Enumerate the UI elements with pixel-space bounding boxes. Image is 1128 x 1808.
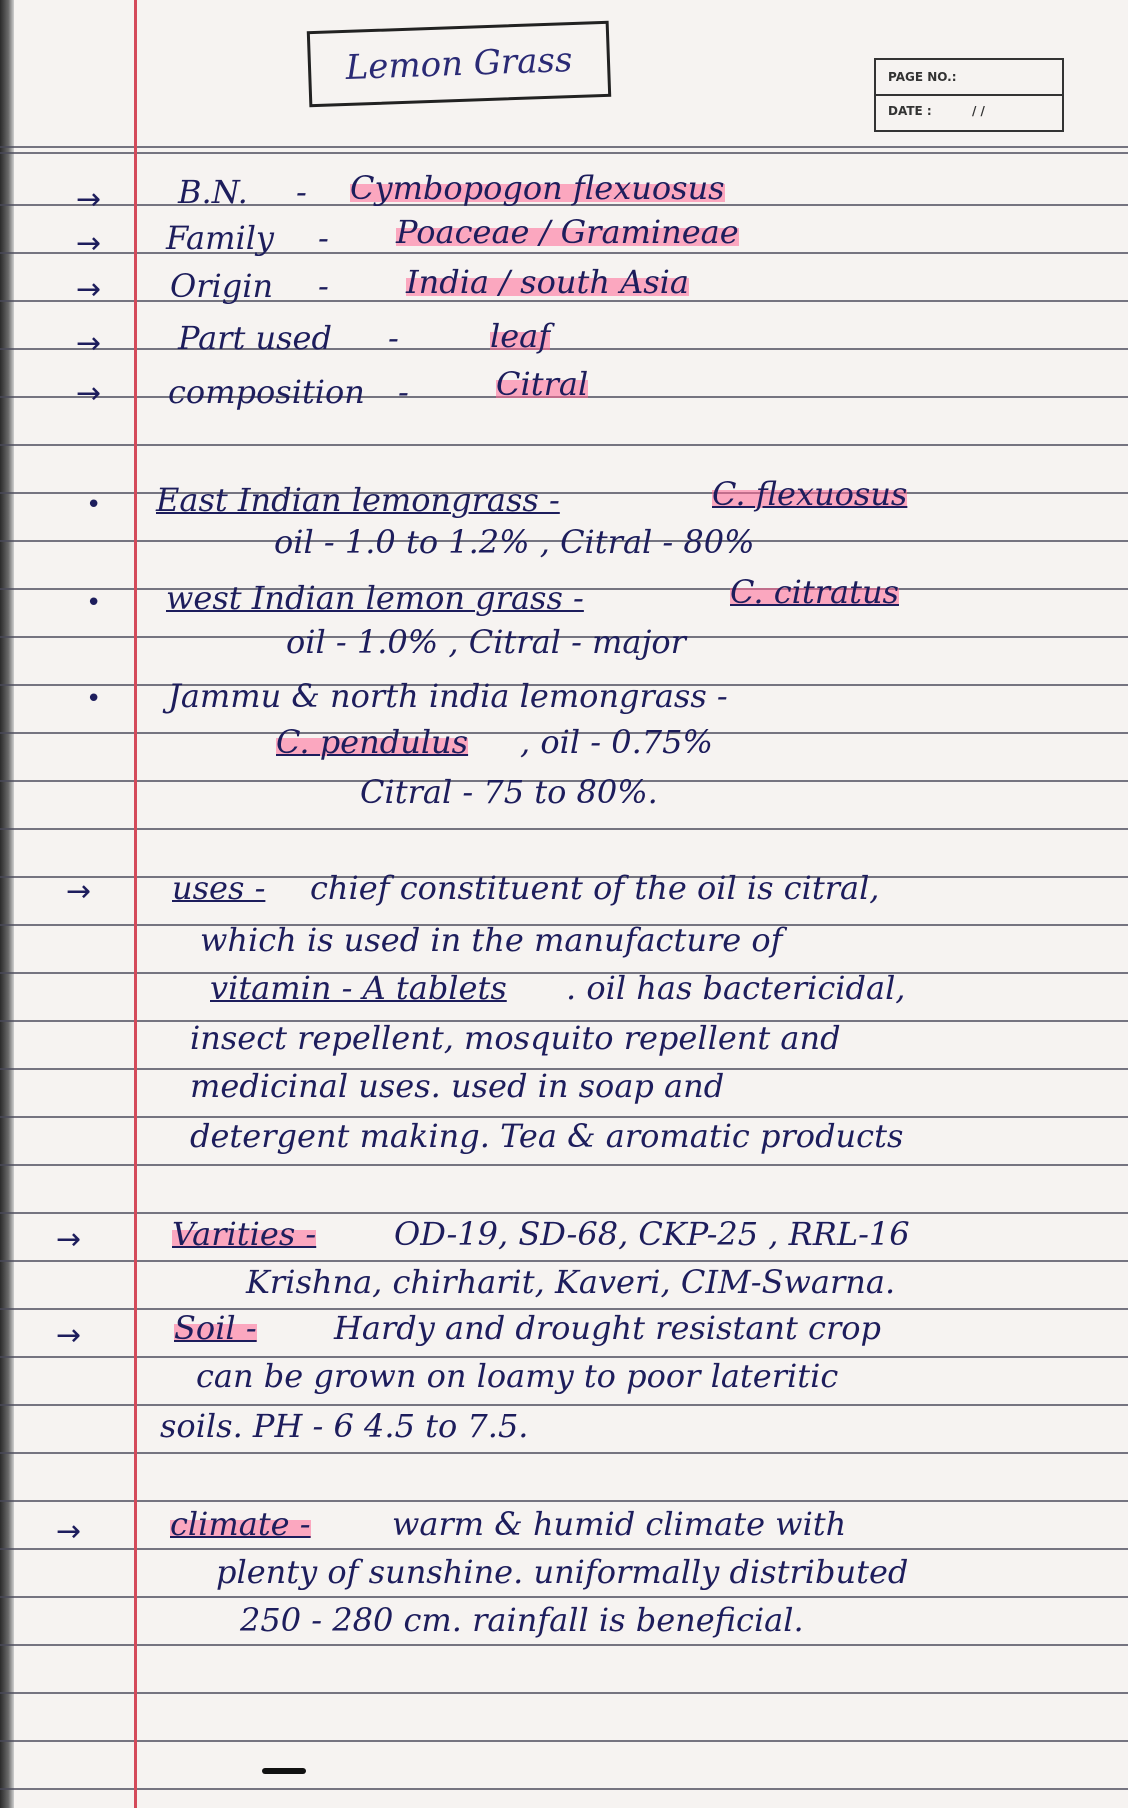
type-details: oil - 1.0 to 1.2% , Citral - 80% <box>274 523 755 561</box>
type-name: west Indian lemon grass - <box>166 579 584 617</box>
ruled-line <box>0 1596 1128 1598</box>
fact-dash: - <box>388 319 399 357</box>
ruled-line <box>0 152 1128 154</box>
fact-value: Poaceae / Gramineae <box>396 213 739 251</box>
uses-text: vitamin - A tablets <box>210 969 507 1007</box>
varieties-text: OD-19, SD-68, CKP-25 , RRL-16 <box>394 1215 910 1253</box>
fact-value: leaf <box>490 317 551 355</box>
ruled-line <box>0 972 1128 974</box>
soil-text: soils. PH - 6 4.5 to 7.5. <box>160 1407 529 1445</box>
arrow-icon: → <box>76 182 102 217</box>
ruled-line <box>0 1692 1128 1694</box>
spiral-binding <box>0 0 14 1808</box>
fact-value: India / south Asia <box>406 263 689 301</box>
uses-text: medicinal uses. used in soap and <box>190 1067 725 1105</box>
fact-dash: - <box>318 267 329 305</box>
divider <box>876 94 1062 96</box>
climate-text: plenty of sunshine. uniformally distributed <box>216 1553 909 1591</box>
page-title-text: Lemon Grass <box>345 40 573 88</box>
fact-label: composition <box>168 373 365 411</box>
date-value: / / <box>972 104 985 118</box>
page-info-box <box>874 58 1064 132</box>
pen-stroke <box>262 1768 306 1774</box>
ruled-line <box>0 1740 1128 1742</box>
uses-text: . oil has bactericidal, <box>566 969 906 1007</box>
ruled-line <box>0 1164 1128 1166</box>
fact-label: Part used <box>178 319 332 357</box>
arrow-icon: → <box>76 326 102 361</box>
page-no-label: PAGE NO.: <box>888 70 957 84</box>
ruled-line <box>0 146 1128 148</box>
fact-dash: - <box>398 373 409 411</box>
bullet-icon: • <box>86 588 102 618</box>
fact-label: B.N. <box>178 173 248 211</box>
arrow-icon: → <box>76 226 102 261</box>
uses-text: insect repellent, mosquito repellent and <box>190 1019 841 1057</box>
soil-text: can be grown on loamy to poor lateritic <box>196 1357 839 1395</box>
ruled-line <box>0 1788 1128 1790</box>
section-label: climate - <box>170 1505 311 1543</box>
ruled-line <box>0 1548 1128 1550</box>
type-species: C. flexuosus <box>712 475 908 513</box>
bullet-icon: • <box>86 684 102 714</box>
type-details: , oil - 0.75% <box>520 723 713 761</box>
arrow-icon: → <box>66 874 92 909</box>
ruled-line <box>0 348 1128 350</box>
uses-text: detergent making. Tea & aromatic products <box>190 1117 904 1155</box>
type-name: East Indian lemongrass - <box>156 481 560 519</box>
section-label: uses - <box>172 869 266 907</box>
fact-dash: - <box>296 173 307 211</box>
section-label: Varities - <box>172 1215 317 1253</box>
ruled-line <box>0 828 1128 830</box>
type-details: oil - 1.0% , Citral - major <box>286 623 686 661</box>
margin-line <box>134 0 137 1808</box>
type-species: C. pendulus <box>276 723 469 761</box>
date-label: DATE : <box>888 104 932 118</box>
arrow-icon: → <box>56 1222 82 1257</box>
arrow-icon: → <box>76 376 102 411</box>
fact-value: Citral <box>496 365 589 403</box>
varieties-text: Krishna, chirharit, Kaveri, CIM-Swarna. <box>246 1263 896 1301</box>
uses-text: chief constituent of the oil is citral, <box>310 869 880 907</box>
type-name: Jammu & north india lemongrass - <box>168 677 728 715</box>
bullet-icon: • <box>86 490 102 520</box>
fact-label: Family <box>166 219 274 257</box>
soil-text: Hardy and drought resistant crop <box>334 1309 881 1347</box>
page-title <box>307 21 611 107</box>
arrow-icon: → <box>56 1514 82 1549</box>
ruled-line <box>0 1500 1128 1502</box>
type-species: C. citratus <box>730 573 899 611</box>
ruled-line <box>0 1644 1128 1646</box>
ruled-line <box>0 444 1128 446</box>
arrow-icon: → <box>76 272 102 307</box>
ruled-line <box>0 1452 1128 1454</box>
climate-text: 250 - 280 cm. rainfall is beneficial. <box>240 1601 804 1639</box>
type-details: Citral - 75 to 80%. <box>360 773 658 811</box>
fact-dash: - <box>318 219 329 257</box>
arrow-icon: → <box>56 1318 82 1353</box>
fact-value: Cymbopogon flexuosus <box>350 169 725 207</box>
fact-label: Origin <box>170 267 274 305</box>
section-label: Soil - <box>174 1309 257 1347</box>
climate-text: warm & humid climate with <box>392 1505 847 1543</box>
uses-text: which is used in the manufacture of <box>200 921 783 959</box>
